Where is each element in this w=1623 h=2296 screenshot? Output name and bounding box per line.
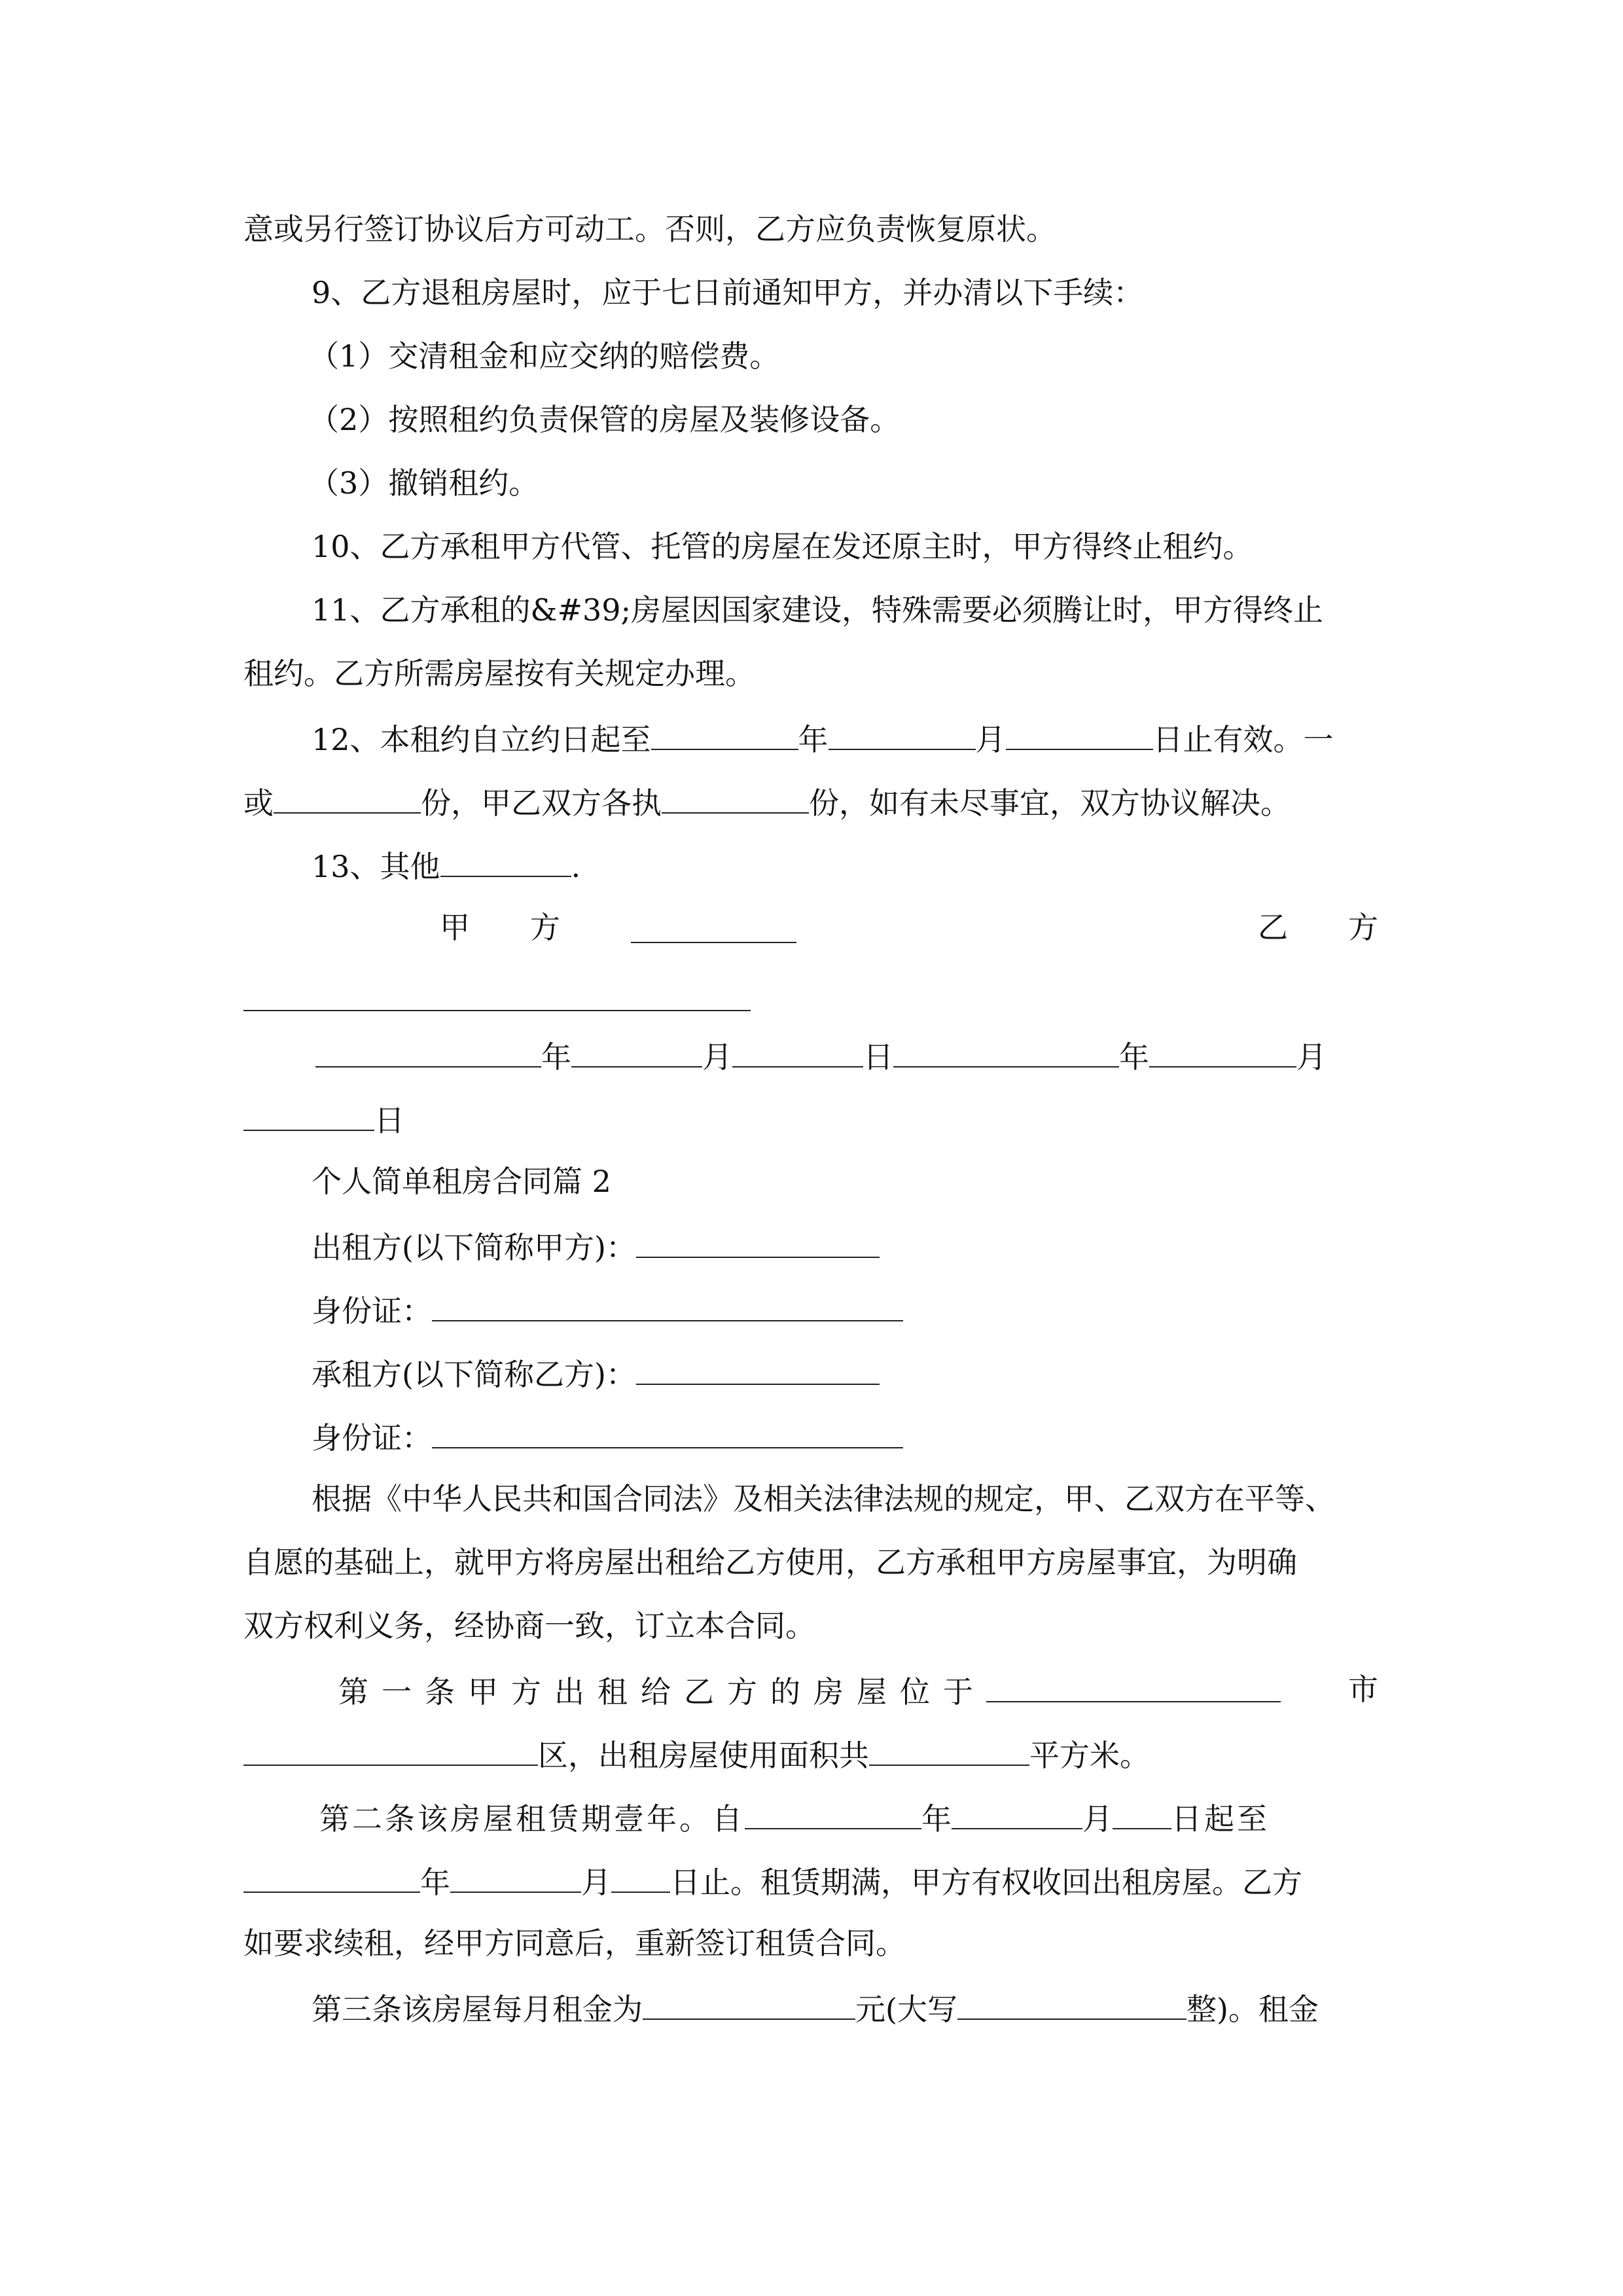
text: 日 [863, 1039, 893, 1075]
text: 年 [921, 1801, 952, 1837]
end-month-blank[interactable] [450, 1860, 581, 1893]
text: 平方米。 [1029, 1738, 1150, 1773]
month-label: 月 [975, 722, 1006, 757]
date-a-day-blank[interactable] [732, 1035, 863, 1067]
intro-paragraph-cont: 自愿的基础上，就甲方将房屋出租给乙方使用，乙方承租甲方房屋事宜，为明确 [243, 1545, 1297, 1580]
district-blank[interactable] [243, 1733, 538, 1766]
article-2-end: 如要求续租，经甲方同意后，重新签订租赁合同。 [243, 1926, 906, 1961]
text: 月 [702, 1039, 732, 1075]
clause-9-item-1: （1）交清租金和应交纳的赔偿费。 [309, 338, 780, 374]
text: 区，出租房屋使用面积共 [538, 1738, 869, 1773]
text-line: 意或另行签订协议后方可动工。否则，乙方应负责恢复原状。 [243, 211, 1056, 247]
text: 年 [420, 1865, 450, 1900]
clause-12-text: 12、本租约自立约日起至 [312, 722, 651, 757]
date-a-year-blank[interactable] [315, 1035, 541, 1067]
day-blank[interactable] [1006, 717, 1153, 750]
id-label: 身份证： [312, 1420, 432, 1456]
text: 份，甲乙双方各执 [421, 785, 662, 821]
text: 日 [374, 1103, 404, 1138]
text: 份，如有未尽事宜，双方协议解决。 [809, 785, 1291, 821]
intro-paragraph-end: 双方权利义务，经协商一致，订立本合同。 [243, 1608, 815, 1643]
lessor-field [243, 1225, 1378, 1265]
text: 月 [581, 1865, 611, 1900]
section-title: 个人简单租房合同篇 2 [312, 1164, 611, 1199]
clause-12-cont [243, 781, 1378, 820]
article-1 [243, 1670, 1378, 1709]
clause-13-label: 13、其他 [312, 849, 440, 884]
clause-13 [243, 844, 1378, 884]
city-blank[interactable] [986, 1670, 1281, 1702]
lessor-id-field [243, 1289, 1378, 1328]
clause-11: 11、乙方承租的&#39;房屋因国家建设，特殊需要必须腾让时，甲方得终止 [312, 592, 1324, 628]
party-a-signature-line[interactable] [631, 942, 796, 943]
end-day-blank[interactable] [611, 1860, 670, 1893]
id-label: 身份证： [312, 1293, 432, 1329]
lessee-input[interactable] [636, 1352, 880, 1385]
end-year-blank[interactable] [243, 1860, 420, 1893]
clause-11-cont: 租约。乙方所需房屋按有关规定办理。 [243, 656, 755, 691]
other-blank[interactable] [440, 844, 571, 877]
lessee-field [243, 1352, 1378, 1391]
article-2 [243, 1797, 1378, 1836]
lessor-input[interactable] [636, 1225, 880, 1258]
date-b-month-blank[interactable] [1149, 1035, 1296, 1067]
start-month-blank[interactable] [952, 1797, 1082, 1829]
lessor-label: 出租方(以下简称甲方)： [312, 1230, 636, 1265]
clause-12-text-end: 日止有效。一 [1152, 722, 1334, 757]
copies-blank[interactable] [274, 781, 421, 814]
date-b-year-blank[interactable] [893, 1035, 1119, 1067]
clause-9-item-3: （3）撤销租约。 [309, 465, 539, 501]
rent-uppercase-blank[interactable] [957, 1987, 1186, 2020]
date-b-day-blank[interactable] [243, 1098, 374, 1131]
rent-amount-blank[interactable] [643, 1987, 855, 2020]
signature-row [243, 908, 1378, 947]
lessee-id-field [243, 1416, 1378, 1455]
party-b-signature-line[interactable] [243, 1010, 751, 1011]
text: 月 [1296, 1039, 1327, 1075]
lessor-id-input[interactable] [432, 1289, 903, 1321]
clause-12 [243, 717, 1378, 757]
intro-paragraph: 根据《中华人民共和国合同法》及相关法律法规的规定，甲、乙双方在平等、 [312, 1481, 1335, 1516]
area-blank[interactable] [869, 1733, 1029, 1766]
date-a-month-blank[interactable] [571, 1035, 702, 1067]
start-year-blank[interactable] [745, 1797, 921, 1829]
article-1-cont [243, 1733, 1378, 1772]
article-2-text: 第二条该房屋租赁期壹年。自 [319, 1801, 745, 1837]
text: 年 [1119, 1039, 1149, 1075]
text: 年 [541, 1039, 571, 1075]
month-blank[interactable] [829, 717, 976, 750]
clause-10: 10、乙方承租甲方代管、托管的房屋在发还原主时，甲方得终止租约。 [312, 529, 1253, 564]
lessee-label: 承租方(以下简称乙方)： [312, 1357, 636, 1392]
text: 整)。租金 [1186, 1992, 1319, 2027]
signature-date-row [243, 1035, 1378, 1074]
text: 元(大写 [855, 1992, 957, 2027]
clause-9: 9、乙方退租房屋时，应于七日前通知甲方，并办清以下手续： [312, 275, 1144, 310]
start-day-blank[interactable] [1113, 1797, 1171, 1829]
text: 或 [243, 785, 274, 821]
city-label: 市 [1348, 1672, 1378, 1707]
text: 月 [1082, 1801, 1113, 1837]
party-b-label: 乙 方 [1258, 910, 1378, 945]
article-1-text: 第一条甲方出租给乙方的房屋位于 [338, 1674, 986, 1710]
party-a-label: 甲 方 [440, 910, 560, 945]
article-3-text: 第三条该房屋每月租金为 [312, 1992, 643, 2027]
clause-9-item-2: （2）按照租约负责保管的房屋及装修设备。 [309, 402, 901, 437]
text: 日起至 [1171, 1801, 1270, 1837]
text: 日止。租赁期满，甲方有权收回出租房屋。乙方 [670, 1865, 1302, 1900]
text: . [571, 849, 581, 884]
lessee-id-input[interactable] [432, 1416, 903, 1448]
article-3 [243, 1987, 1378, 2026]
signature-date-row-cont [243, 1098, 1378, 1138]
article-2-cont [243, 1860, 1378, 1899]
year-blank[interactable] [651, 717, 798, 750]
year-label: 年 [798, 722, 829, 757]
copies-each-blank[interactable] [662, 781, 809, 814]
